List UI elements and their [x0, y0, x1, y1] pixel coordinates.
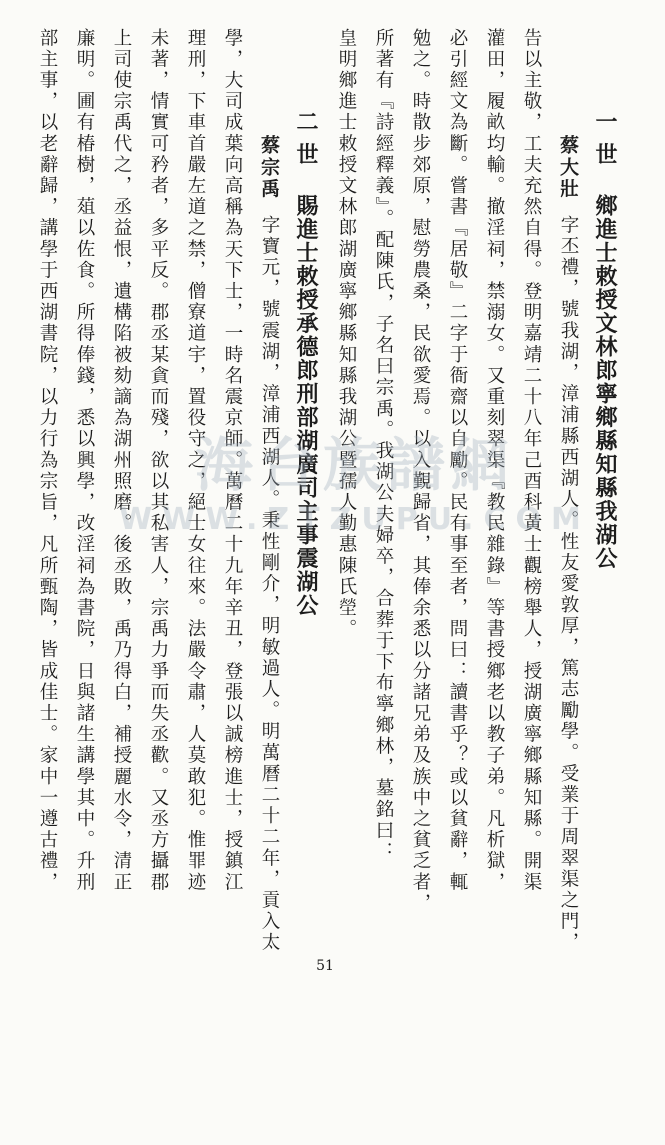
watermark-url: WWW.ZTZUPU.COM: [119, 502, 591, 537]
gen2-line-4: 未著，情實可矜者，多平反。郡丞某貪而殘，欲以其私害人，宗禹力爭而失丞歡。又丞方攝郡: [148, 28, 169, 894]
gen1-line-5: 勉之。時散步郊原，慰勞農桑，民欲愛焉。以入覲歸省，其俸余悉以分諸兄弟及族中之貧乏者，: [410, 28, 431, 915]
gen2-line-2: 學，大司成葉向高稱為天下士，一時名震京師。萬曆二十九年辛丑，登張以誠榜進士，授鎮江: [222, 28, 243, 894]
watermark-chinese: 海台族譜網: [194, 431, 515, 499]
gen1-line-4: 必引經文為斷。嘗書『居敬』二字于衙齋以自勵。民有事至者，問曰：讀書乎？或以貧辭，輒: [447, 28, 468, 894]
page-number: 51: [316, 958, 334, 974]
gen1-heading-number: 一 世: [592, 110, 618, 167]
gen1-line-3: 灌田，履畝均輸。撤淫祠，禁溺女。又重刻翠渠『教民雜錄』等書授鄉老以教子弟。凡析獄，: [484, 28, 505, 894]
gen2-line-5: 上司使宗禹代之，丞益恨，遺構陷被劾謫為湖州照磨。後丞敗，禹乃得白，補授麗水令，清正: [111, 28, 132, 894]
gen2-heading: [291, 110, 321, 1040]
gen1-line-2: 告以主敬，工夫充然自得。登明嘉靖二十八年己酉科黃士觀榜舉人，授湖廣寧鄉縣知縣。開渠: [521, 28, 542, 894]
gen2-name: 蔡宗禹: [258, 135, 280, 200]
gen1-epitaph: 皇明鄉進士敕授文林郎湖廣寧鄉縣知縣我湖公暨孺人勤惠陳氏塋。: [336, 28, 357, 640]
gen2-heading-number: 二 世: [293, 110, 319, 167]
gen2-line-7: 部主事，以老辭歸，講學于西湖書院，以力行為宗旨，凡所甄陶，皆成佳士。家中一遵古禮，: [37, 28, 58, 894]
gen1-line-1: 字丕禮，號我湖，漳浦縣西湖人。性友愛敦厚，篤志勵學。受業于周翠渠之門，: [558, 215, 579, 954]
gen2-line-3: 理刑，下車首嚴左道之禁，僧寮道宇，置役守之，絕士女往來。法嚴令肅，人莫敢犯。惟罪迹: [185, 28, 206, 894]
gen2-line-1: 字寶元，號震湖，漳浦西湖人。秉性剛介，明敏過人。明萬曆二十二年，貢入太: [259, 215, 280, 954]
gen1-name: 蔡大壯: [557, 135, 579, 200]
gen1-heading-title: 鄉進士敕授文林郎寧鄉縣知縣我湖公: [592, 194, 618, 571]
gen2-line-6: 廉明。圃有椿樹，葅以佐食。所得俸錢，悉以興學，改淫祠為書院，日與諸生講學其中。升刑: [74, 28, 95, 894]
gen1-heading: [590, 110, 620, 1040]
gen1-line-6: 所著有『詩經釋義』。配陳氏，子名曰宗禹。我湖公夫婦卒，合葬于下布寧鄉林，墓銘曰：: [373, 28, 394, 863]
gen2-heading-title: 賜進士敕授承德郎刑部湖廣司主事震湖公: [293, 194, 319, 618]
